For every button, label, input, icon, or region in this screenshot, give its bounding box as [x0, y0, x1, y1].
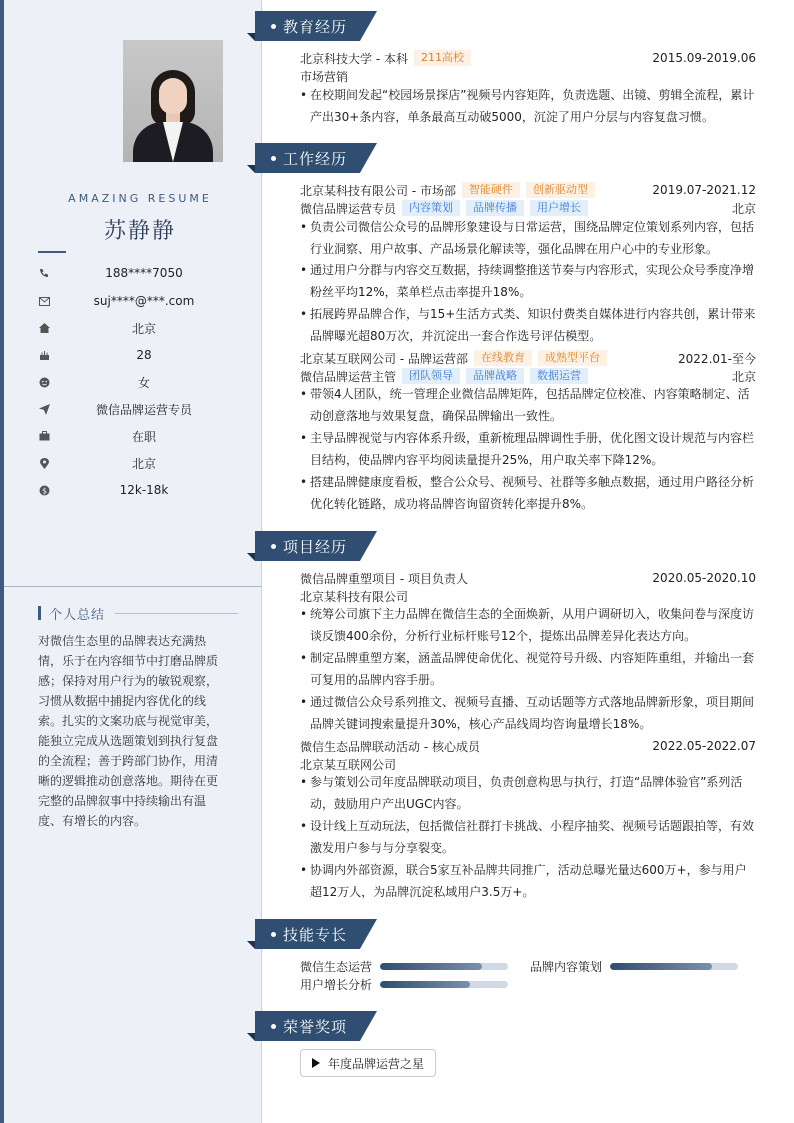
skill-item: 品牌内容策划 — [530, 957, 738, 975]
job-bullet: • 搭建品牌健康度看板，整合公众号、视频号、社群等多触点数据，通过用户路径分析优化转化链路，成功将品牌咨询留资转化率提升8%。 — [300, 471, 756, 515]
info-email: suj****@***.com — [38, 292, 238, 310]
job-role: 微信品牌运营专员 内容策划 品牌传播 用户增长 北京 — [300, 201, 756, 216]
candidate-name: 苏静静 — [103, 219, 176, 244]
info-salary: $ 12k-18k — [38, 481, 238, 499]
skill-item: 用户增长分析 — [300, 975, 508, 993]
role-tag: 数据运营 — [530, 368, 588, 384]
job-bullet: • 拓展跨界品牌合作，与15+生活方式类、知识付费类自媒体进行内容共创，累计带来品牌曝光超80万次，并沉淀出一套合作选号评估模型。 — [300, 303, 756, 347]
info-age: 28 — [38, 346, 238, 364]
education-bullet: • 在校期间发起“校园场景探店”视频号内容矩阵，负责选题、出镜、剪辑全流程，累计产出30+条内容，单条最高互动破5000，沉淀了用户分层与内容复盘习惯。 — [300, 84, 756, 128]
send-icon — [38, 403, 50, 415]
section-header-honors: 荣誉奖项 — [255, 1011, 377, 1041]
summary-text: 对微信生态里的品牌表达充满热情，乐于在内容细节中打磨品牌质感；保持对用户行为的敏锐观察，习惯从数据中捕捉内容优化的线索。扎实的文案功底与视觉审美，能独立完成从选题策划到执行复盘的全流程；善于跨部门协作，用清晰的逻辑推动创意落地。期待在更完整的品牌叙事中持续输出有温度、有增长的内容。 — [38, 634, 219, 828]
info-phone: 188****7050 — [38, 264, 238, 282]
education-major: 市场营销 — [300, 69, 349, 84]
section-header-projects: 项目经历 — [255, 531, 377, 561]
cake-icon — [38, 349, 50, 361]
job-company: 北京某互联网公司 - 品牌运营部 在线教育 成熟型平台 2022.01-至今 — [300, 351, 756, 366]
job-period: 2019.07-2021.12 — [652, 183, 756, 197]
school-tag: 211高校 — [414, 50, 471, 66]
award-badge: 年度品牌运营之星 — [300, 1049, 436, 1077]
summary-heading: 个人总结 — [38, 604, 238, 622]
project-period: 2022.05-2022.07 — [652, 739, 756, 753]
info-gender: 女 — [38, 373, 238, 391]
skill-bar — [380, 981, 508, 988]
face-icon — [38, 376, 50, 388]
project-name: 微信生态品牌联动活动 - 核心成员 2022.05-2022.07 — [300, 739, 756, 754]
skill-item: 微信生态运营 — [300, 957, 508, 975]
company-tag: 创新驱动型 — [526, 182, 595, 198]
skill-bar — [380, 963, 508, 970]
project-name: 微信品牌重塑项目 - 项目负责人 2020.05-2020.10 — [300, 571, 756, 586]
company-tag: 成熟型平台 — [538, 350, 607, 366]
phone-icon — [38, 267, 50, 279]
job-bullet: • 主导品牌视觉与内容体系升级，重新梳理品牌调性手册，优化图文设计规范与内容栏目结构，使品牌内容平均阅读量提升25%，用户取关率下降12%。 — [300, 427, 756, 471]
job-city: 北京 — [731, 201, 756, 216]
sidebar — [0, 0, 262, 1123]
company-tag: 在线教育 — [474, 350, 532, 366]
job-bullet: • 带领4人团队，统一管理企业微信品牌矩阵，包括品牌定位校准、内容策略制定、活动创意落地与效果复盘，确保品牌输出一致性。 — [300, 383, 756, 427]
info-city: 北京 — [38, 319, 238, 337]
info-target-city: 北京 — [38, 454, 238, 472]
svg-text:$: $ — [41, 485, 47, 495]
resume-banner: AMAZING RESUME — [68, 192, 212, 205]
job-role: 微信品牌运营主管 团队领导 品牌战略 数据运营 北京 — [300, 369, 756, 384]
briefcase-icon — [38, 430, 50, 442]
name-underline — [38, 251, 66, 253]
main-content — [262, 0, 794, 1123]
education-entry — [300, 49, 756, 67]
salary-icon — [38, 484, 50, 496]
role-tag: 内容策划 — [402, 200, 460, 216]
sidebar-accent-edge — [0, 0, 4, 1123]
job-company: 北京某科技有限公司 - 市场部 智能硬件 创新驱动型 2019.07-2021.12 — [300, 183, 756, 198]
job-city: 北京 — [731, 369, 756, 384]
project-bullet: • 协调内外部资源，联合5家互补品牌共同推广，活动总曝光量达600万+，参与用户超12万人，为品牌沉淀私域用户3.5万+。 — [300, 859, 756, 903]
school-name: 北京科技大学 - 本科 — [300, 51, 408, 66]
role-tag: 品牌战略 — [466, 368, 524, 384]
info-status: 在职 — [38, 427, 238, 445]
project-bullet: • 设计线上互动玩法，包括微信社群打卡挑战、小程序抽奖、视频号话题跟拍等，有效激发用户参与与分享裂变。 — [300, 815, 756, 859]
job-bullet: • 负责公司微信公众号的品牌形象建设与日常运营，围绕品牌定位策划系列内容，包括行业洞察、用户故事、产品场景化解读等，强化品牌在用户心中的专业形象。 — [300, 216, 756, 260]
project-bullet: • 制定品牌重塑方案，涵盖品牌使命优化、视觉符号升级、内容矩阵重组，并输出一套可复用的品牌内容手册。 — [300, 647, 756, 691]
company-tag: 智能硬件 — [462, 182, 520, 198]
job-period: 2022.01-至今 — [678, 351, 756, 366]
play-triangle-icon — [312, 1058, 320, 1068]
project-org: 北京某互联网公司 — [300, 757, 397, 772]
section-header-work: 工作经历 — [255, 143, 377, 173]
role-tag: 团队领导 — [402, 368, 460, 384]
home-icon — [38, 322, 50, 334]
project-bullet: • 通过微信公众号系列推文、视频号直播、互动话题等方式落地品牌新形象，项目期间品牌关键词搜索量提升30%，核心产品线周均咨询量增长18%。 — [300, 691, 756, 735]
section-header-education: 教育经历 — [255, 11, 377, 41]
project-period: 2020.05-2020.10 — [652, 571, 756, 585]
project-bullet: • 统筹公司旗下主力品牌在微信生态的全面焕新，从用户调研切入，收集问卷与深度访谈反馈400余份，分析行业标杆账号12个，提炼出品牌差异化表达方向。 — [300, 603, 756, 647]
role-tag: 品牌传播 — [466, 200, 524, 216]
sidebar-divider — [4, 586, 261, 587]
project-bullet: • 参与策划公司年度品牌联动项目，负责创意构思与执行，打造“品牌体验官”系列活动，鼓励用户产出UGC内容。 — [300, 771, 756, 815]
project-org: 北京某科技有限公司 — [300, 589, 409, 604]
location-pin-icon — [38, 457, 50, 469]
job-bullet: • 通过用户分群与内容交互数据，持续调整推送节奏与内容形式，实现公众号季度净增粉丝平均12%，菜单栏点击率提升18%。 — [300, 259, 756, 303]
education-period: 2015.09-2019.06 — [652, 51, 756, 65]
profile-photo — [123, 40, 223, 162]
info-position: 微信品牌运营专员 — [38, 400, 238, 418]
skill-bar — [610, 963, 738, 970]
role-tag: 用户增长 — [530, 200, 588, 216]
email-icon — [38, 295, 50, 307]
section-header-skills: 技能专长 — [255, 919, 377, 949]
